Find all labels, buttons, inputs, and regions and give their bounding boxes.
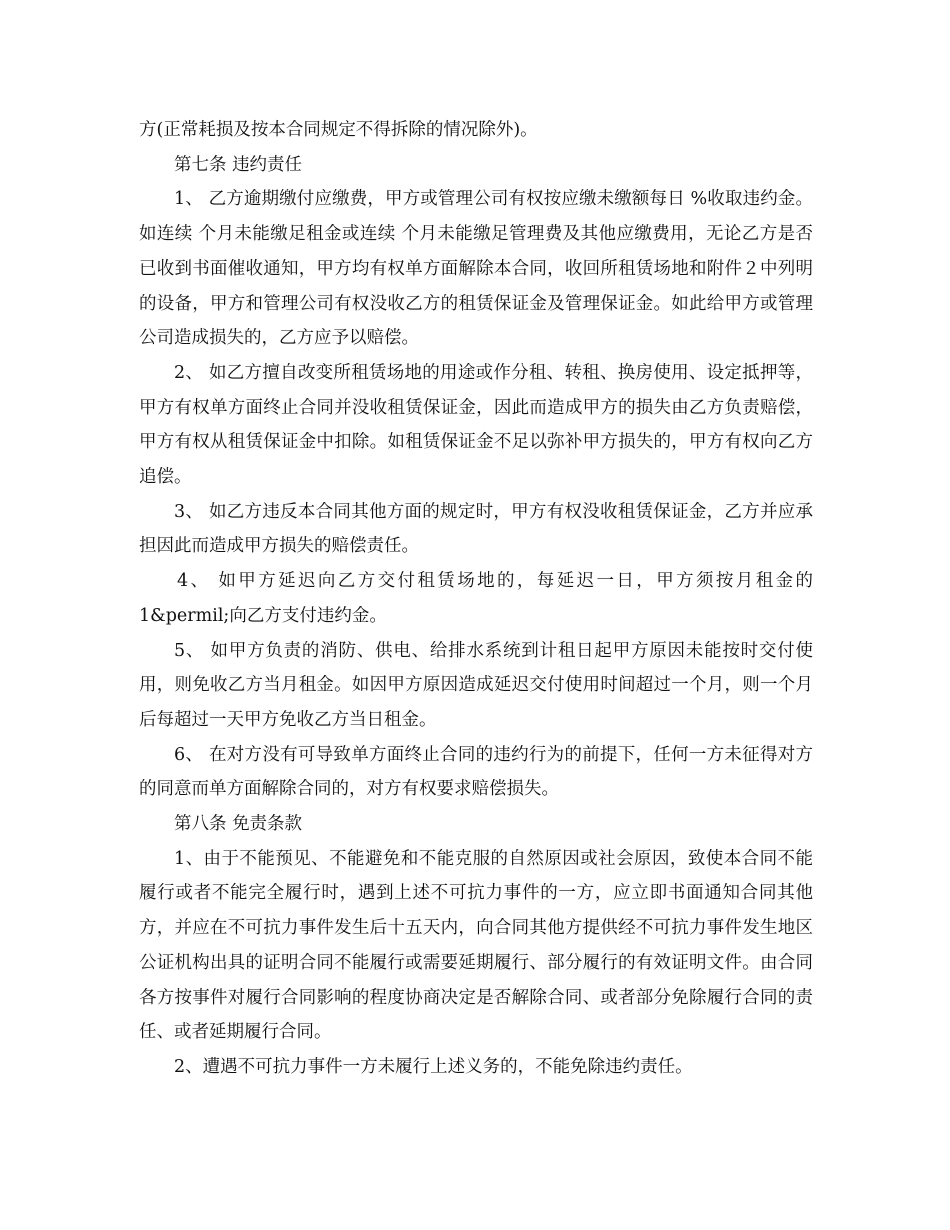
article-7-heading: 第七条 违约责任 — [174, 154, 303, 175]
article-7-clause-5: 5、 如甲方负责的消防、供电、给排水系统到计租日起甲方原因未能按时交付使用，则免收乙方当月租金。如因甲方原因造成延迟交付使用时间超过一个月，则一个月后每超过一天甲方免收乙方当日租金。 — [139, 640, 813, 730]
article-7-clause-3: 3、 如乙方违反本合同其他方面的规定时，甲方有权没收租赁保证金，乙方并应承担因此而造成甲方损失的赔偿责任。 — [139, 501, 813, 557]
article-7-clause-1: 1、 乙方逾期缴付应缴费，甲方或管理公司有权按应缴未缴额每日 %收取违约金。如连续 个月未能缴足租金或连续 个月未能缴足管理费及其他应缴费用，无论乙方是否已收到书面催收通知，甲方均有权单方面解除本合同，收回所租赁场地和附件２中列明的设备，甲方和管理公司有权没收乙方的租赁保证金及管理保证金。如此给甲方或管理公司造成损失的，乙方应予以赔偿。 — [139, 189, 813, 349]
article-7-clause-4: 4、 如甲方延迟向乙方交付租赁场地的，每延迟一日，甲方须按月租金的1&permil;向乙方支付违约金。 — [139, 571, 813, 626]
paragraph-continued: 方(正常耗损及按本合同规定不得拆除的情况除外)。 — [139, 120, 538, 140]
document-body — [139, 113, 813, 1085]
article-8-heading: 第八条 免责条款 — [174, 814, 303, 835]
article-8-clause-1: 1、由于不能预见、不能避免和不能克服的自然原因或社会原因，致使本合同不能履行或者不能完全履行时，遇到上述不可抗力事件的一方，应立即书面通知合同其他方，并应在不可抗力事件发生后十五天内，向合同其他方提供经不可抗力事件发生地区公证机构出具的证明合同不能履行或需要延期履行、部分履行的有效证明文件。由合同各方按事件对履行合同影响的程度协商决定是否解除合同、或者部分免除履行合同的责任、或者延期履行合同。 — [139, 848, 813, 1043]
article-8-clause-2: 2、遭遇不可抗力事件一方未履行上述义务的，不能免除违约责任。 — [174, 1056, 693, 1077]
article-7-clause-2: 2、 如乙方擅自改变所租赁场地的用途或作分租、转租、换房使用、设定抵押等，甲方有权单方面终止合同并没收租赁保证金，因此而造成甲方的损失由乙方负责赔偿，甲方有权从租赁保证金中扣除。如租赁保证金不足以弥补甲方损失的，甲方有权向乙方追偿。 — [139, 362, 813, 488]
article-7-clause-6: 6、 在对方没有可导致单方面终止合同的违约行为的前提下，任何一方未征得对方的同意而单方面解除合同的，对方有权要求赔偿损失。 — [139, 744, 813, 800]
